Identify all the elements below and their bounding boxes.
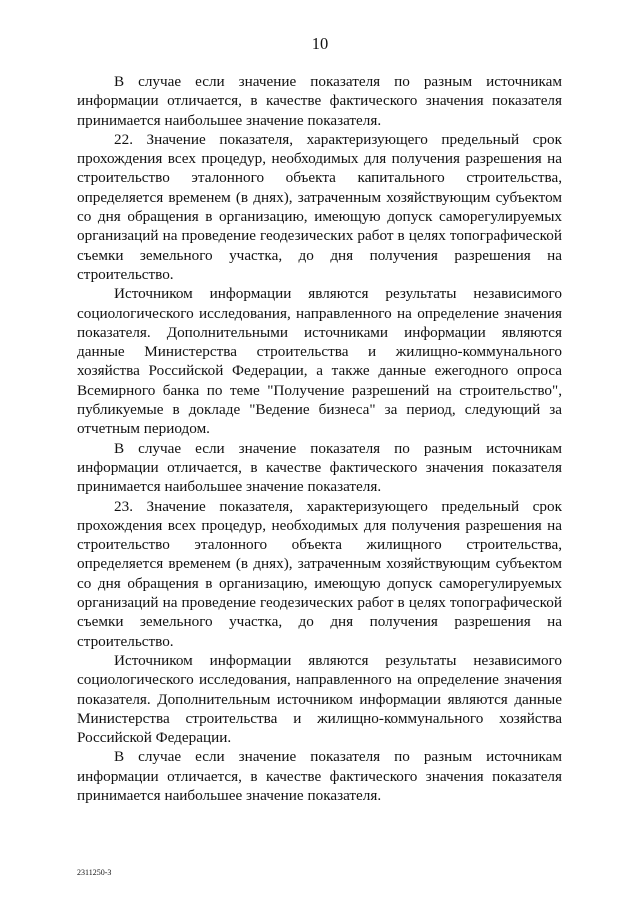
paragraph-6: Источником информации являются результаты независимого социологического исследования, направленного на определение значения показателя. Дополнительным источником информации являются данные Министерства строительства и жилищно-коммунального хозяйства Российской Федерации. (77, 651, 562, 747)
document-body (77, 72, 562, 805)
paragraph-2: 22. Значение показателя, характеризующего предельный срок прохождения всех процедур, необходимых для получения разрешения на строительство эталонного объекта капитального строительства, определяется временем (в днях), затраченным хозяйствующим субъектом со дня обращения в организацию, имеющую допуск саморегулируемых организаций на проведение геодезических работ в целях топографической съемки земельного участка, до дня получения разрешения на строительство. (77, 130, 562, 283)
paragraph-4: В случае если значение показателя по разным источникам информации отличается, в качестве фактического значения показателя принимается наибольшее значение показателя. (77, 439, 562, 496)
paragraph-3: Источником информации являются результаты независимого социологического исследования, направленного на определение значения показателя. Дополнительными источниками информации являются данные Министерства строительства и жилищно-коммунального хозяйства Российской Федерации, а также данные ежегодного опроса Всемирного банка по теме "Получение разрешений на строительство", публикуемые в докладе "Ведение бизнеса" за период, следующий за отчетным периодом. (77, 285, 562, 438)
paragraph-1: В случае если значение показателя по разным источникам информации отличается, в качестве фактического значения показателя принимается наибольшее значение показателя. (77, 73, 562, 129)
document-code: 2311250-3 (77, 868, 112, 877)
page-number: 10 (311, 34, 329, 53)
paragraph-7: В случае если значение показателя по разным источникам информации отличается, в качестве фактического значения показателя принимается наибольшее значение показателя. (77, 748, 562, 804)
paragraph-5: 23. Значение показателя, характеризующего предельный срок прохождения всех процедур, необходимых для получения разрешения на строительство эталонного объекта жилищного строительства, определяется временем (в днях), затраченным хозяйствующим субъектом со дня обращения в организацию, имеющую допуск саморегулируемых организаций на проведение геодезических работ в целях топографической съемки земельного участка, до дня получения разрешения на строительство. (77, 497, 562, 650)
